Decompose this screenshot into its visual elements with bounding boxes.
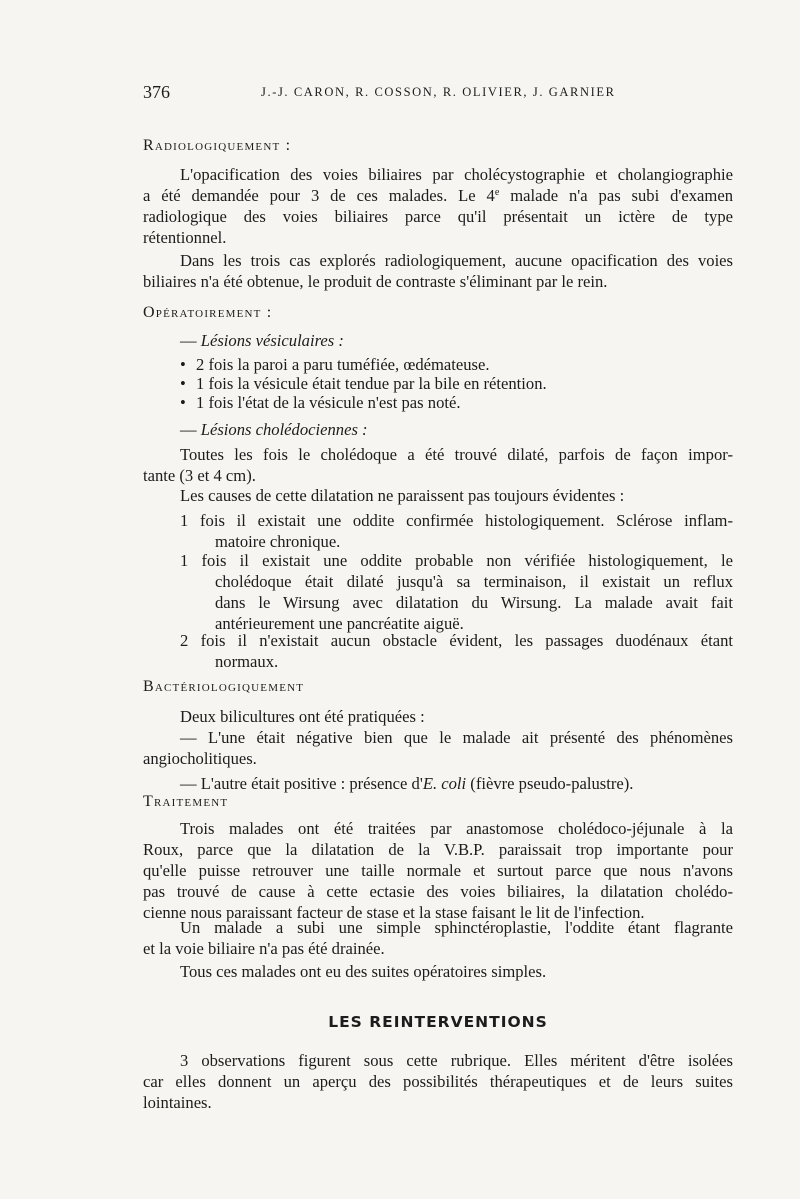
text-line: Les causes de cette dilatation ne paraissent pas toujours évidentes : xyxy=(180,486,625,505)
text-span: a été demandée pour 3 de ces malades. Le 4 xyxy=(143,186,495,205)
traitement-paragraph-3 xyxy=(143,961,733,982)
subheading-choledociennes xyxy=(143,419,733,440)
italic-label: Lésions vésiculaires : xyxy=(200,331,344,350)
text-line: — L'une était négative bien que le malade ait présenté des phénomènes xyxy=(180,728,733,747)
text-line: Roux, parce que la dilatation de la V.B.P. paraissait trop importante pour xyxy=(143,840,733,859)
text-line: 1 fois il existait une oddite probable non vérifiée histologiquement, le xyxy=(180,551,733,570)
section-traitement xyxy=(143,791,733,812)
text-line: Deux bilicultures ont été pratiquées : xyxy=(180,707,425,726)
cause-item-3 xyxy=(143,630,733,672)
text-line xyxy=(143,185,733,206)
text-line: matoire chronique. xyxy=(215,532,341,551)
lesions-vesiculaires xyxy=(143,330,733,351)
section-heading-radiologiquement: Radiologiquement : xyxy=(143,137,292,154)
running-head-authors: J.-J. CARON, R. COSSON, R. OLIVIER, J. GARNIER xyxy=(261,85,616,99)
causes-paragraph xyxy=(143,485,733,506)
italic-organism: E. coli xyxy=(422,774,467,793)
text-line: cholédoque était dilaté jusqu'à sa terminaison, il existait un reflux xyxy=(215,572,733,591)
page-number: 376 xyxy=(143,82,170,102)
subheading-vesiculaires xyxy=(143,330,733,351)
text-span: malade n'a pas subi d'examen xyxy=(499,186,733,205)
text-line: Toutes les fois le cholédoque a été trouvé dilaté, parfois de façon impor- xyxy=(180,445,733,464)
superscript: e xyxy=(494,187,500,198)
bacterio-paragraph xyxy=(143,706,733,794)
text-line: car elles donnent un aperçu des possibilités thérapeutiques et de leurs suites xyxy=(143,1072,733,1091)
text-line: Tous ces malades ont eu des suites opératoires simples. xyxy=(180,962,547,981)
text-line: 3 observations figurent sous cette rubrique. Elles méritent d'être isolées xyxy=(180,1051,733,1070)
section-heading-operatoirement: Opératoirement : xyxy=(143,304,273,321)
text-line: antérieurement une pancréatite aiguë. xyxy=(215,614,464,633)
text-line: cienne nous paraissant facteur de stase et la stase faisant le lit de l'infection. xyxy=(143,903,645,922)
bullet-list xyxy=(143,355,733,412)
text-line: normaux. xyxy=(215,652,279,671)
text-line: Trois malades ont été traitées par anastomose cholédoco-jéjunale à la xyxy=(180,819,733,838)
cause-item-1 xyxy=(143,510,733,552)
list-item: • 2 fois la paroi a paru tuméfiée, œdémateuse. xyxy=(143,355,733,374)
text-line: Un malade a subi une simple sphinctéroplastie, l'oddite étant flagrante xyxy=(180,918,733,937)
section-bacteriologiquement xyxy=(143,676,733,697)
text-line: 1 fois il existait une oddite confirmée histologiquement. Sclérose inflam- xyxy=(180,511,733,530)
text-line: et la voie biliaire n'a pas été drainée. xyxy=(143,939,385,958)
dash: — xyxy=(180,331,201,350)
radio-paragraph-2 xyxy=(143,250,733,292)
text-line: radiologique des voies biliaires parce qu'il présentait un ictère de type xyxy=(143,207,733,226)
traitement-paragraph-1 xyxy=(143,818,733,923)
text-line: 2 fois il n'existait aucun obstacle évident, les passages duodénaux étant xyxy=(180,631,733,650)
reinterventions-paragraph xyxy=(143,1050,733,1113)
radio-paragraph-1 xyxy=(143,164,733,248)
text-line: qu'elle puisse retrouver une taille normale et surtout parce que nous n'avons xyxy=(143,861,733,880)
section-heading-bacteriologiquement: Bactériologiquement xyxy=(143,678,305,695)
text-line: rétentionnel. xyxy=(143,228,227,247)
text-span: — L'autre était positive : présence d' xyxy=(180,774,423,793)
section-title-reinterventions: LES REINTERVENTIONS xyxy=(328,1013,548,1031)
list-item: • 1 fois la vésicule était tendue par la bile en rétention. xyxy=(143,374,733,393)
italic-label: Lésions cholédociennes : xyxy=(200,420,368,439)
text-line: Dans les trois cas explorés radiologiquement, aucune opacification des voies xyxy=(180,251,733,270)
text-span: (fièvre pseudo-palustre). xyxy=(466,774,634,793)
text-line: dans le Wirsung avec dilatation du Wirsung. La malade avait fait xyxy=(215,593,733,612)
text-line: L'opacification des voies biliaires par cholécystographie et cholangiographie xyxy=(180,165,733,184)
traitement-paragraph-2 xyxy=(143,917,733,959)
choledoque-paragraph xyxy=(143,444,733,486)
text-line: pas trouvé de cause à cette ectasie des voies biliaires, la dilatation cholédo- xyxy=(143,882,733,901)
text-line: biliaires n'a été obtenue, le produit de contraste s'éliminant par le rein. xyxy=(143,272,608,291)
section-heading-traitement: Traitement xyxy=(143,793,229,810)
cause-item-2 xyxy=(143,550,733,634)
dash: — xyxy=(180,420,201,439)
page-header xyxy=(143,82,733,106)
section-radiologiquement xyxy=(143,135,733,156)
text-line: tante (3 et 4 cm). xyxy=(143,466,256,485)
list-item: • 1 fois l'état de la vésicule n'est pas noté. xyxy=(143,393,733,412)
text-line: lointaines. xyxy=(143,1093,212,1112)
text-line: angiocholitiques. xyxy=(143,749,257,768)
lesions-choledociennes xyxy=(143,419,733,440)
section-operatoirement xyxy=(143,302,733,323)
